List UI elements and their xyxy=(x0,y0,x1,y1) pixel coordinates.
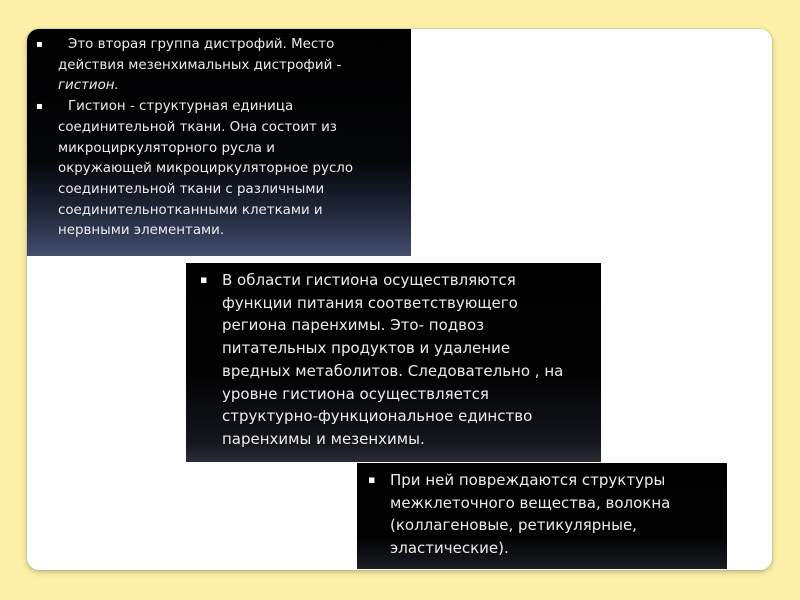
text-line: В области гистиона осуществляются xyxy=(222,271,516,289)
text-box-histion-function xyxy=(186,263,601,462)
text-line: соединительной ткани. Она состоит из xyxy=(58,119,337,135)
bullet-paragraph-1 xyxy=(36,35,401,97)
text-line: паренхимы и мезенхимы. xyxy=(222,429,425,448)
text-line: окружающей микроциркуляторное русло xyxy=(58,161,354,177)
text-line: межклеточного вещества, волокна xyxy=(390,493,671,512)
text-line xyxy=(58,35,401,56)
text-box-damage xyxy=(357,463,727,569)
square-bullet-icon: ▪ xyxy=(36,39,43,50)
square-bullet-icon: ▪ xyxy=(200,273,208,286)
bullet-paragraph xyxy=(368,469,717,560)
square-bullet-icon: ▪ xyxy=(36,101,43,113)
text-line: микроциркуляторного русла и xyxy=(58,140,275,156)
text-line: При ней повреждаются структуры xyxy=(390,471,666,489)
bullet-paragraph xyxy=(200,269,589,451)
text-line: соединительнотканными клетками и xyxy=(58,202,323,218)
text-line: структурно-функциональное единство xyxy=(222,407,533,426)
text-line xyxy=(58,97,401,118)
text-line-content: Гистион - структурная единица xyxy=(68,99,294,115)
text-line: питательных продуктов и удаление xyxy=(222,339,511,358)
text-line: эластические). xyxy=(390,539,509,558)
text-line: региона паренхимы. Это- подвоз xyxy=(222,316,485,335)
text-line: действия мезенхимальных дистрофий - xyxy=(58,57,342,73)
text-line: вредных метаболитов. Следовательно , на xyxy=(222,361,564,380)
text-line: соединительной ткани с различными xyxy=(58,181,325,197)
text-line: (коллагеновые, ретикулярные, xyxy=(390,516,637,535)
bullet-paragraph-2 xyxy=(36,97,401,242)
text-line-content: Это вторая группа дистрофий. Место xyxy=(68,37,335,52)
text-line: нервными элементами. xyxy=(58,223,225,239)
text-box-histion-definition xyxy=(27,29,411,256)
text-line: уровне гистиона осуществляется xyxy=(222,384,489,403)
square-bullet-icon: ▪ xyxy=(368,473,376,486)
text-line: функции питания соответствующего xyxy=(222,293,518,312)
text-line-italic: гистион. xyxy=(58,78,119,94)
